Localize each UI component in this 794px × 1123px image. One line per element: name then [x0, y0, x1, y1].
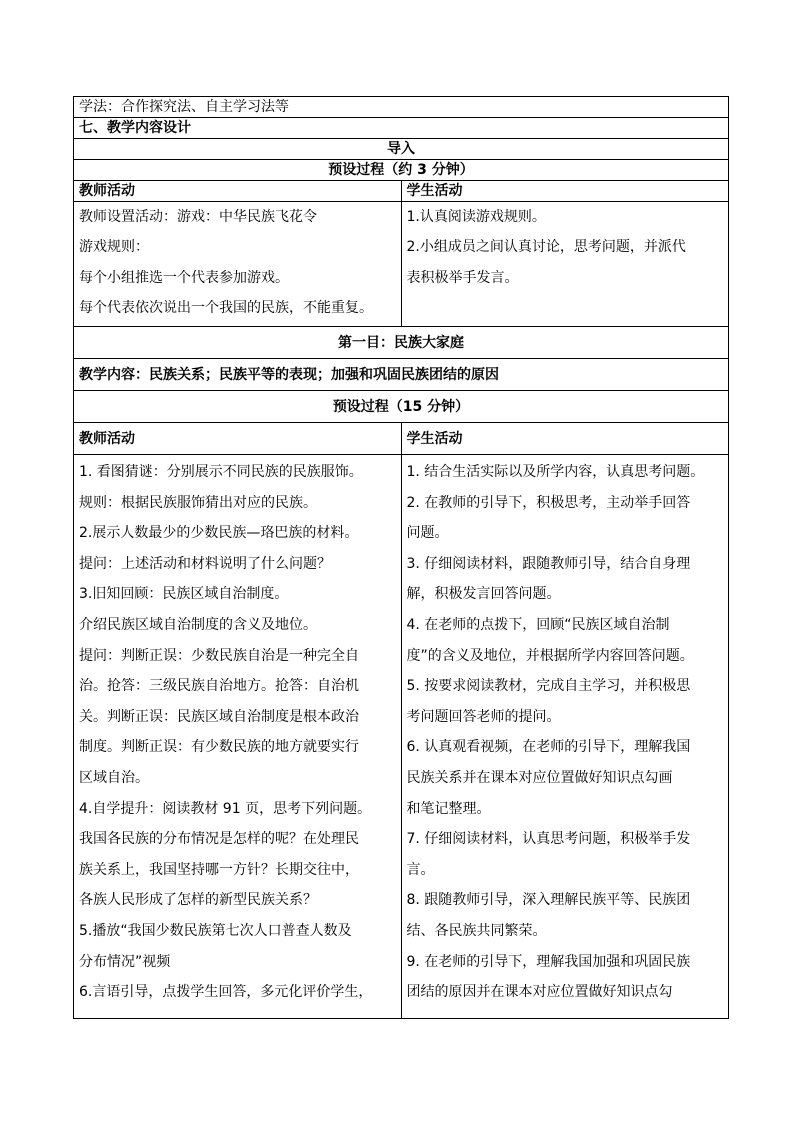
intro-teacher-cell — [74, 202, 402, 327]
lesson-plan-table — [73, 96, 729, 1019]
intro-teacher-line: 每个小组推选一个代表参加游戏。 — [79, 269, 289, 286]
part1-teacher-line: 族关系上，我国坚持哪一方针？长期交往中， — [79, 861, 359, 878]
part1-student-line: 6. 认真观看视频，在老师的引导下，理解我国 — [406, 739, 691, 756]
part1-student-line: 1. 结合生活实际以及所学内容，认真思考问题。 — [406, 464, 705, 480]
part1-student-line: 问题。 — [406, 525, 449, 542]
intro-title: 导入 — [74, 139, 729, 160]
part1-student-line: 5. 按要求阅读教材，完成自主学习，并积极思 — [406, 678, 691, 695]
part1-content: 教学内容：民族关系；民族平等的表现；加强和巩固民族团结的原因 — [74, 359, 729, 391]
part1-teacher-line: 2.展示人数最少的少数民族—珞巴族的材料。 — [79, 525, 359, 542]
part1-teacher-line: 分布情况”视频 — [79, 953, 171, 970]
part1-student-line: 9. 在老师的引导下，理解我国加强和巩固民族 — [406, 953, 691, 970]
part1-teacher-line: 5.播放“我国少数民族第七次人口普查人数及 — [79, 922, 352, 939]
part1-teacher-line: 关。判断正误：民族区域自治制度是根本政治 — [79, 708, 359, 725]
part1-student-line: 结、各民族共同繁荣。 — [406, 922, 547, 939]
part1-student-line: 言。 — [406, 861, 435, 878]
part1-teacher-line: 规则：根据民族服饰猜出对应的民族。 — [79, 494, 317, 511]
part1-student-line: 解，积极发言回答问题。 — [406, 586, 561, 603]
intro-teacher-line: 每个代表依次说出一个我国的民族，不能重复。 — [79, 300, 373, 317]
part1-teacher-line: 区域自治。 — [79, 769, 149, 786]
part1-teacher-line: 提问：判断正误：少数民族自治是一种完全自 — [79, 647, 359, 664]
intro-student-line: 2.小组成员之间认真讨论，思考问题，并派代 — [406, 239, 686, 256]
intro-student-line: 1.认真阅读游戏规则。 — [406, 209, 546, 225]
part1-teacher-cell — [74, 455, 402, 1019]
part1-student-line: 2. 在教师的引导下，积极思考，主动举手回答 — [406, 494, 691, 511]
part1-teacher-line: 3.旧知回顾：民族区域自治制度。 — [79, 586, 289, 603]
part1-teacher-line: 我国各民族的分布情况是怎样的呢？在处理民 — [79, 831, 359, 848]
part1-student-line: 4. 在老师的点拨下，回顾“民族区域自治制 — [406, 616, 670, 633]
part1-teacher-line: 介绍民族区域自治制度的含义及地位。 — [79, 616, 317, 633]
part1-teacher-line: 1. 看图猜谜：分别展示不同民族的民族服饰。 — [79, 464, 363, 480]
part1-teacher-header: 教师活动 — [74, 423, 402, 455]
part1-student-line: 7. 仔细阅读材料，认真思考问题，积极举手发 — [406, 831, 691, 848]
intro-student-header: 学生活动 — [401, 181, 729, 202]
part1-student-line: 和笔记整理。 — [406, 800, 491, 817]
part1-student-line: 度”的含义及地位，并根据所学内容回答问题。 — [406, 647, 694, 664]
section-heading: 七、教学内容设计 — [74, 118, 729, 139]
intro-teacher-line: 游戏规则： — [79, 239, 149, 256]
part1-student-cell — [401, 455, 729, 1019]
study-method-row: 学法：合作探究法、自主学习法等 — [74, 97, 729, 118]
part1-teacher-line: 4.自学提升：阅读教材 91 页，思考下列问题。 — [79, 800, 372, 817]
part1-teacher-line: 提问：上述活动和材料说明了什么问题？ — [79, 555, 331, 572]
part1-title: 第一目：民族大家庭 — [74, 327, 729, 359]
part1-teacher-line: 各族人民形成了怎样的新型民族关系？ — [79, 892, 317, 909]
part1-teacher-line: 6.言语引导，点拨学生回答，多元化评价学生， — [79, 984, 373, 1001]
part1-student-line: 8. 跟随教师引导，深入理解民族平等、民族团 — [406, 892, 691, 909]
intro-teacher-header: 教师活动 — [74, 181, 402, 202]
intro-teacher-line: 教师设置活动：游戏：中华民族飞花令 — [79, 209, 317, 225]
intro-process-title: 预设过程（约 3 分钟） — [74, 160, 729, 181]
part1-student-line: 考问题回答老师的提问。 — [406, 708, 561, 725]
part1-teacher-line: 治。抢答：三级民族自治地方。抢答：自治机 — [79, 678, 359, 695]
part1-student-header: 学生活动 — [401, 423, 729, 455]
part1-process-title: 预设过程（15 分钟） — [74, 391, 729, 423]
part1-teacher-line: 制度。判断正误：有少数民族的地方就要实行 — [79, 739, 359, 756]
part1-student-line: 团结的原因并在课本对应位置做好知识点勾 — [406, 984, 673, 1001]
intro-student-line: 表积极举手发言。 — [406, 269, 519, 286]
part1-student-line: 3. 仔细阅读材料，跟随教师引导，结合自身理 — [406, 555, 691, 572]
part1-student-line: 民族关系并在课本对应位置做好知识点勾画 — [406, 769, 673, 786]
intro-student-cell — [401, 202, 729, 327]
